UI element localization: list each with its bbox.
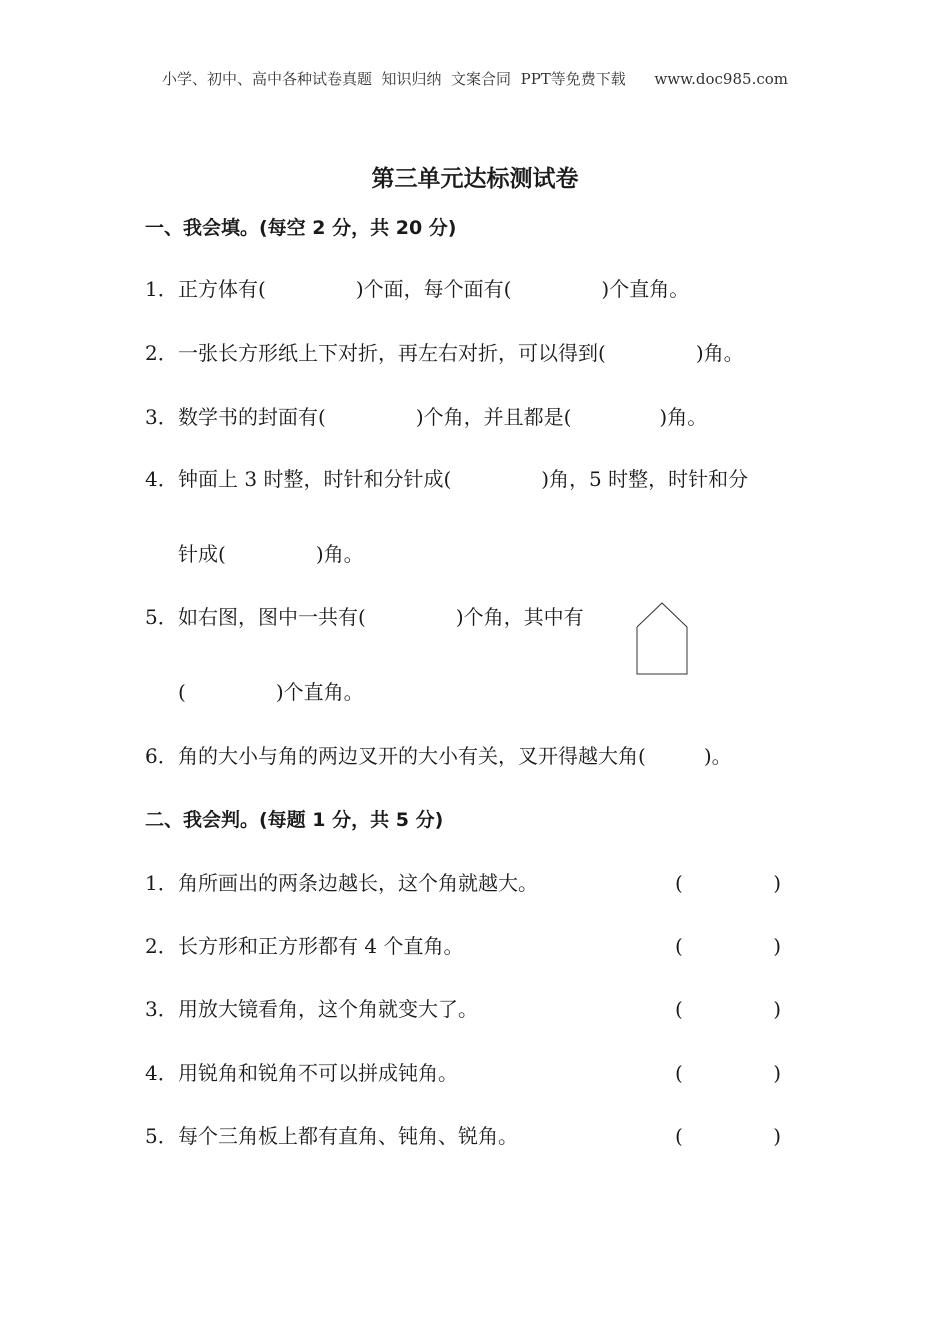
question-text: )角。 [315,542,364,566]
question-text: )个角，其中有 [455,605,584,629]
question-text: 如右图，图中一共有( [178,605,366,629]
question-number: 3． [145,997,178,1021]
judge-question-1 [145,869,538,897]
question-text: )。 [703,744,732,768]
question-text: 钟面上 3 时整，时针和分针成( [178,467,452,491]
question-text: 针成( [178,542,226,566]
fill-question-1 [145,275,689,303]
question-number: 4． [145,467,178,491]
question-text: 用锐角和锐角不可以拼成钝角。 [178,1061,458,1085]
fill-question-5 [145,603,584,631]
close-paren: ) [773,934,781,958]
fill-question-4-continued [178,540,364,568]
close-paren: ) [773,1061,781,1085]
open-paren: ( [675,871,683,895]
fill-question-3 [145,403,707,431]
question-text: 数学书的封面有( [178,405,326,429]
close-paren: ) [773,1124,781,1148]
judge-answer-box[interactable] [675,1059,781,1087]
open-paren: ( [675,997,683,1021]
question-text: 每个三角板上都有直角、钝角、锐角。 [178,1124,518,1148]
question-text: )角，5 时整，时针和分 [541,467,749,491]
house-shape-figure [636,602,690,676]
question-number: 1． [145,277,178,301]
judge-answer-box[interactable] [675,1122,781,1150]
judge-question-3 [145,995,478,1023]
question-text: 正方体有( [178,277,266,301]
judge-question-4 [145,1059,458,1087]
close-paren: ) [773,997,781,1021]
fill-question-2 [145,339,744,367]
question-text: )个面，每个面有( [355,277,512,301]
question-text: )个直角。 [601,277,690,301]
fill-question-6 [145,742,732,770]
page-header: 小学、初中、高中各种试卷真题 知识归纳 文案合同 PPT等免费下载 www.doc985.com [161,70,788,88]
question-number: 3． [145,405,178,429]
question-number: 2． [145,934,178,958]
section-2-heading: 二、我会判。(每题 1 分，共 5 分) [145,809,444,831]
fill-question-4 [145,465,748,493]
open-paren: ( [675,1061,683,1085]
question-text: )角。 [659,405,708,429]
question-number: 2． [145,341,178,365]
open-paren: ( [675,934,683,958]
question-text: 角的大小与角的两边叉开的大小有关，叉开得越大角( [178,744,646,768]
question-text: )个角，并且都是( [415,405,572,429]
close-paren: ) [773,871,781,895]
question-text: )角。 [695,341,744,365]
question-text: )个直角。 [275,680,364,704]
judge-answer-box[interactable] [675,932,781,960]
question-text: 用放大镜看角，这个角就变大了。 [178,997,478,1021]
open-paren: ( [675,1124,683,1148]
question-text: 长方形和正方形都有 4 个直角。 [178,934,464,958]
question-number: 5． [145,1124,178,1148]
question-number: 4． [145,1061,178,1085]
page-title: 第三单元达标测试卷 [371,166,579,192]
question-text: 角所画出的两条边越长，这个角就越大。 [178,871,538,895]
section-1-heading: 一、我会填。(每空 2 分，共 20 分) [145,217,457,239]
judge-question-5 [145,1122,518,1150]
question-number: 6． [145,744,178,768]
judge-question-2 [145,932,463,960]
judge-answer-box[interactable] [675,869,781,897]
fill-question-5-continued [178,678,364,706]
question-text: 一张长方形纸上下对折，再左右对折，可以得到( [178,341,606,365]
question-number: 1． [145,871,178,895]
question-text: ( [178,680,186,704]
judge-answer-box[interactable] [675,995,781,1023]
question-number: 5． [145,605,178,629]
